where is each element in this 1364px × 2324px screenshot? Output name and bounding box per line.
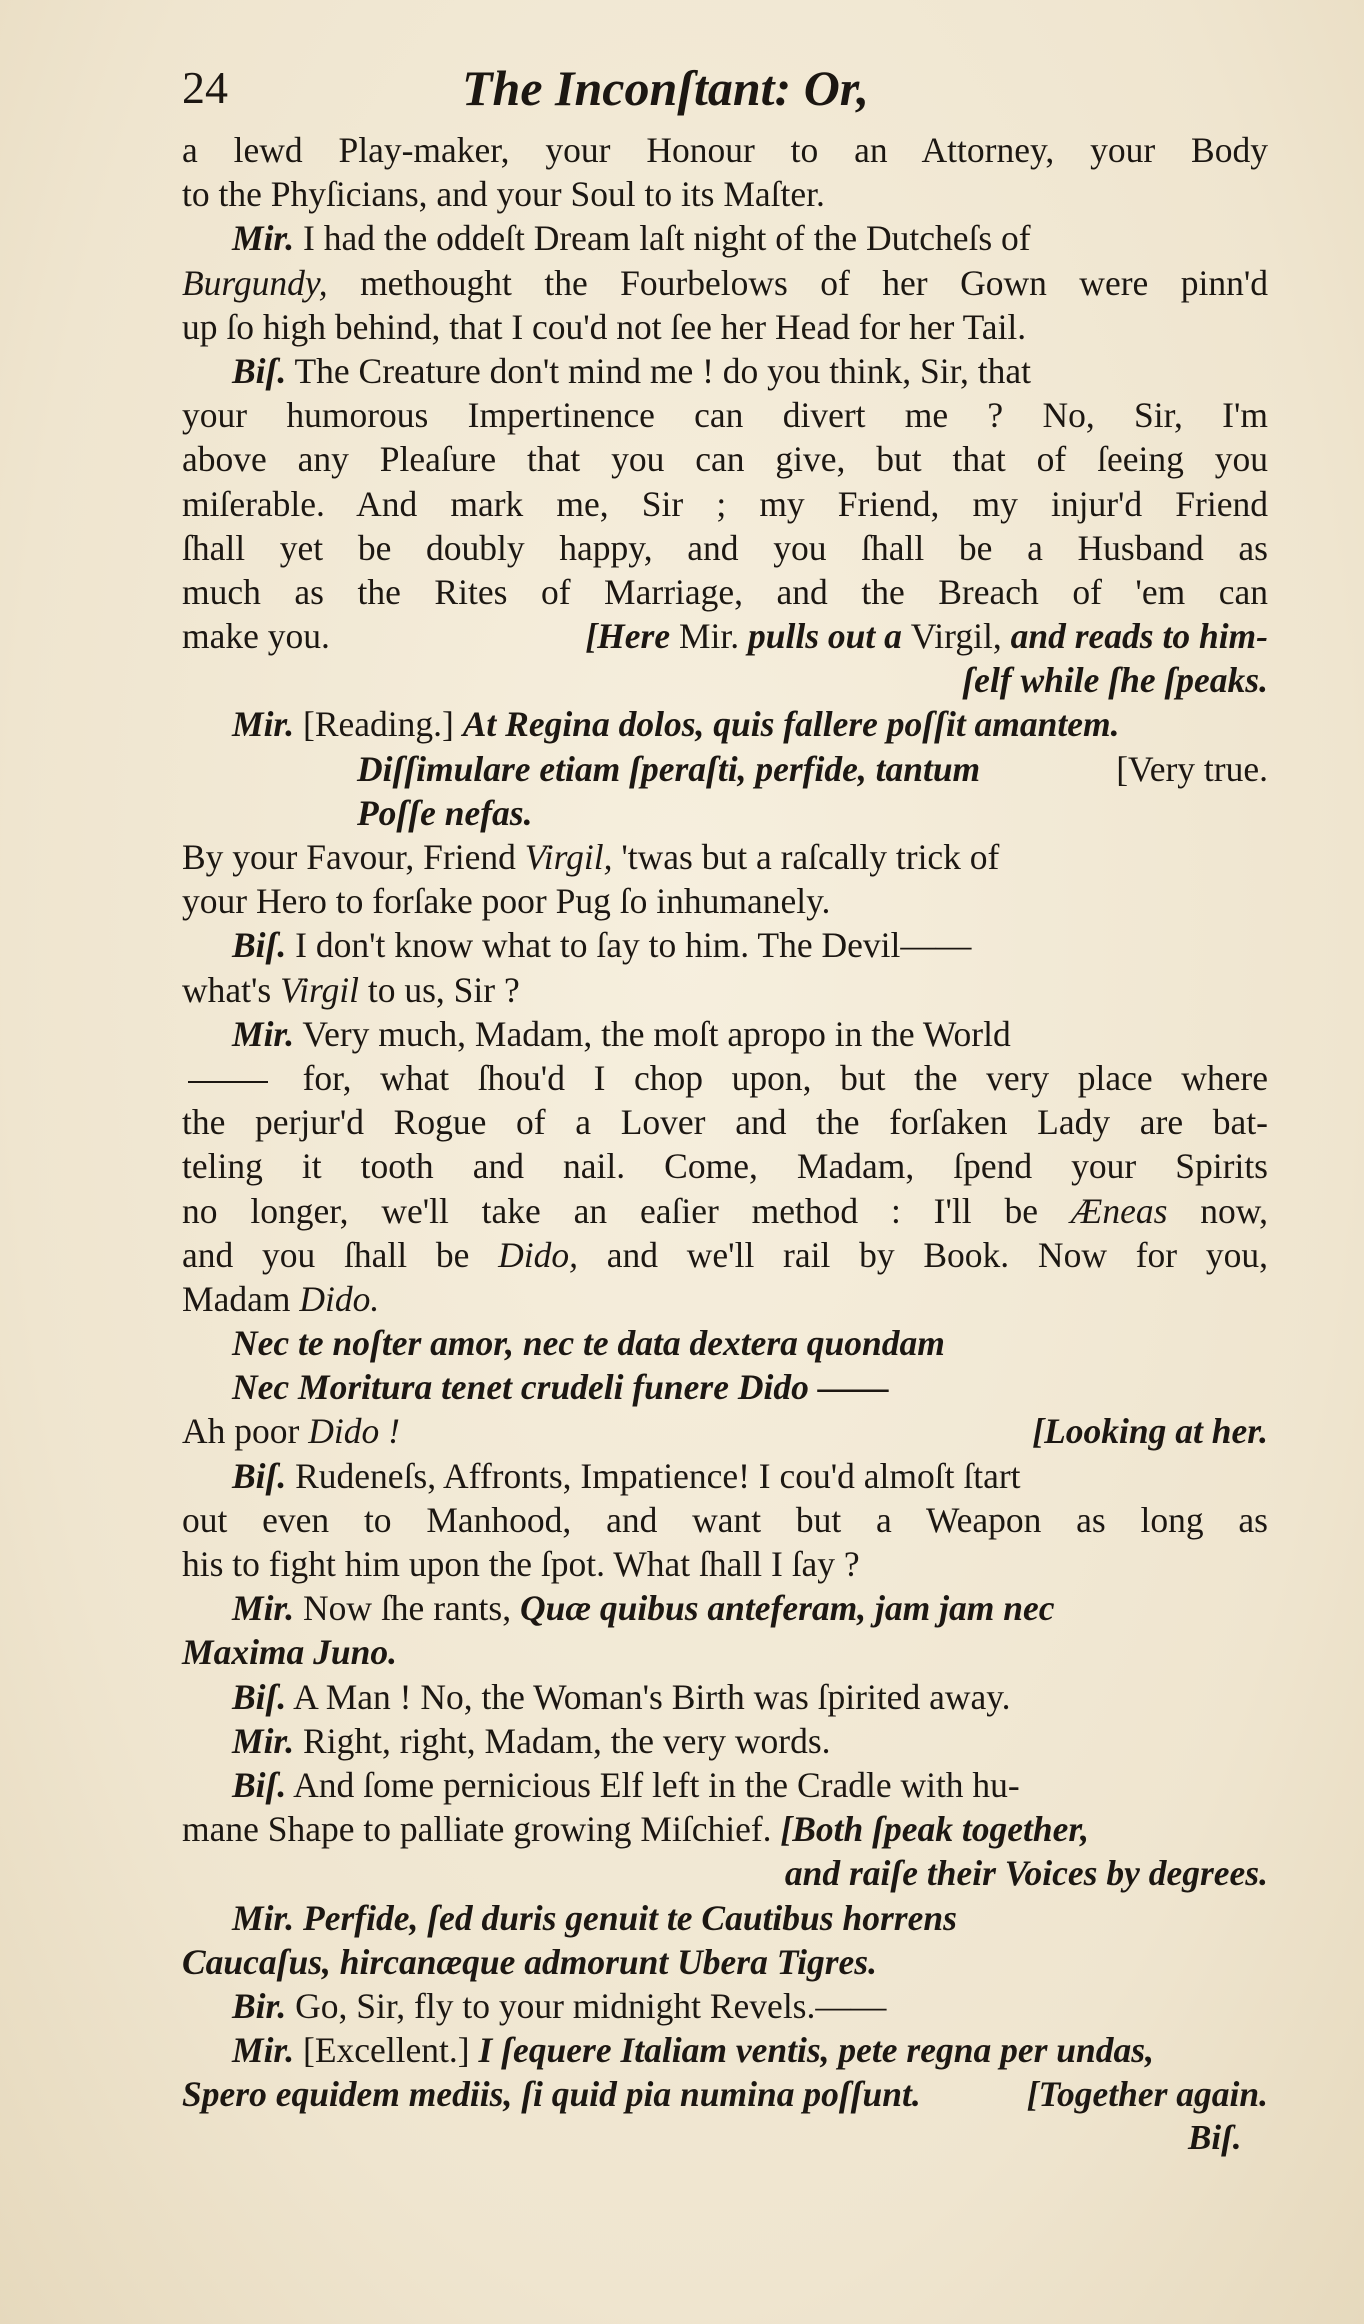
italic-name: Burgundy, xyxy=(182,262,328,303)
text-line xyxy=(182,1189,1268,1233)
text-line xyxy=(182,702,1268,746)
text-run: out even to Manhood, and want but a Weapon as long as xyxy=(182,1499,1268,1540)
text-line xyxy=(182,1586,1268,1630)
latin-quote: I ſequere Italiam ventis, pete regna per undas, xyxy=(478,2030,1154,2071)
text-line xyxy=(182,1321,1268,1365)
speech-text: I don't know what to ſay to him. The Devil—— xyxy=(286,925,972,966)
stage-direction: and raiſe their Voices by degrees. xyxy=(784,1853,1268,1894)
stage-direction-text: pulls out a xyxy=(739,616,911,657)
latin-quote: Maxima Juno. xyxy=(182,1632,398,1673)
text-line xyxy=(182,437,1268,481)
italic-name: Dido. xyxy=(299,1278,380,1319)
text-line xyxy=(182,1144,1268,1188)
italic-name: Dido, xyxy=(498,1234,579,1275)
latin-quote: Nec Moritura tenet crudeli funere Dido —— xyxy=(232,1367,889,1408)
text-line xyxy=(182,747,1268,791)
text-run: to the Phyſicians, and your Soul to its Maſter. xyxy=(182,174,825,215)
text-run: make you. xyxy=(182,616,330,657)
stage-direction: [Both ſpeak together, xyxy=(780,1809,1090,1850)
speech-text: I had the oddeſt Dream laſt night of the Dutcheſs of xyxy=(294,218,1031,259)
speech-text: Very much, Madam, the moſt apropo in the World xyxy=(294,1013,1011,1054)
text-line xyxy=(182,1851,1268,1895)
text-run: what's xyxy=(182,969,281,1010)
stage-direction: ſelf while ſhe ſpeaks. xyxy=(962,660,1268,701)
text-run: above any Pleaſure that you can give, but that of ſeeing you xyxy=(182,439,1268,480)
catchword: Biſ. xyxy=(1188,2118,1242,2157)
text-run: up ſo high behind, that I cou'd not ſee her Head for her Tail. xyxy=(182,306,1027,347)
em-dash-rule xyxy=(188,1081,268,1083)
text-line xyxy=(182,1675,1268,1719)
text-run: your Hero to forſake poor Pug ſo inhumanely. xyxy=(182,881,831,922)
speech-text: A Man ! No, the Woman's Birth was ſpirited away. xyxy=(286,1676,1011,1717)
text-line xyxy=(182,393,1268,437)
text-line xyxy=(182,1719,1268,1763)
text-line xyxy=(182,1012,1268,1056)
stage-direction: [Looking at her. xyxy=(1032,1411,1268,1452)
text-run: much as the Rites of Marriage, and the Breach of 'em can xyxy=(182,571,1268,612)
text-line xyxy=(182,1056,1268,1100)
speech-text: And ſome pernicious Elf left in the Cradle with hu- xyxy=(286,1764,1020,1805)
latin-quote: Perfide, ſed duris genuit te Cautibus horrens xyxy=(294,1897,957,1938)
speaker-name: Mir. xyxy=(232,1720,295,1761)
text-line xyxy=(182,1896,1268,1940)
italic-name: Virgil, xyxy=(524,837,613,877)
text-line xyxy=(182,1365,1268,1409)
text-run: a lewd Play-maker, your Honour to an Attorney, your Body xyxy=(182,130,1268,170)
latin-quote: Quæ quibus anteferam, jam jam nec xyxy=(519,1588,1055,1629)
text-line xyxy=(182,349,1268,393)
text-line xyxy=(182,1940,1268,1984)
text-line xyxy=(182,305,1268,349)
text-run: the perjur'd Rogue of a Lover and the forſaken Lady are bat- xyxy=(182,1102,1268,1143)
text-line xyxy=(182,1763,1268,1807)
italic-name: Æneas xyxy=(1070,1190,1168,1231)
text-run: for, what ſhou'd I chop upon, but the very place where xyxy=(274,1057,1268,1098)
text-line xyxy=(182,1233,1268,1277)
speaker-name: Mir. xyxy=(232,704,295,745)
text-run: to us, Sir ? xyxy=(358,969,520,1010)
speaker-name: Mir. xyxy=(232,1013,295,1054)
page-number: 24 xyxy=(182,62,228,113)
text-line xyxy=(182,2028,1268,2072)
running-title: The Inconſtant: Or, xyxy=(462,60,870,116)
latin-quote: At Regina dolos, quis fallere poſſit amantem. xyxy=(462,704,1120,745)
text-line xyxy=(182,1100,1268,1144)
text-line xyxy=(182,172,1268,216)
stage-direction xyxy=(585,614,1268,658)
italic-name: Dido ! xyxy=(308,1411,400,1452)
text-line xyxy=(182,570,1268,614)
text-line xyxy=(182,835,1268,879)
speech-text: The Creature don't mind me ! do you think, Sir, that xyxy=(286,350,1032,391)
text-run: Madam xyxy=(182,1278,300,1319)
speaker-name: Biſ. xyxy=(232,1764,287,1805)
speech-text: Rudeneſs, Affronts, Impatience! I cou'd almoſt ſtart xyxy=(286,1455,1021,1496)
speech-text xyxy=(182,1409,400,1453)
aside-text: [Very true. xyxy=(1116,748,1268,789)
text-line xyxy=(182,614,1268,658)
text-line xyxy=(182,1542,1268,1586)
speaker-name: Biſ. xyxy=(232,1455,287,1496)
text-line xyxy=(182,1984,1268,2028)
latin-quote: Spero equidem mediis, ſi quid pia numina poſſunt. xyxy=(182,2074,921,2115)
text-run: miſerable. And mark me, Sir ; my Friend, my injur'd Friend xyxy=(182,483,1268,524)
speech-text: Right, right, Madam, the very words. xyxy=(294,1720,831,1761)
text-line xyxy=(182,1409,1268,1453)
speaker-name: Biſ. xyxy=(232,1676,287,1717)
speaker-name: Mir. xyxy=(232,1897,295,1938)
text-line xyxy=(182,923,1268,967)
text-line xyxy=(182,1630,1268,1674)
stage-direction-text: and reads to him- xyxy=(1001,616,1268,657)
text-line xyxy=(182,968,1268,1012)
text-line xyxy=(182,1498,1268,1542)
text-run: now, xyxy=(1167,1190,1268,1231)
text-run: ſhall yet be doubly happy, and you ſhall be a Husband as xyxy=(182,527,1268,568)
stage-direction-text: [Here xyxy=(585,616,679,657)
text-run: no longer, we'll take an eaſier method : I'll be xyxy=(182,1190,1071,1231)
text-line xyxy=(182,482,1268,526)
latin-quote: Nec te noſter amor, nec te data dextera quondam xyxy=(232,1323,945,1364)
italic-name: Virgil xyxy=(280,969,359,1010)
book-name: Virgil, xyxy=(910,616,1002,657)
speaker-name: Mir. xyxy=(232,1588,295,1629)
text-line xyxy=(182,216,1268,260)
text-run: methought the Fourbelows of her Gown were pinn'd xyxy=(327,262,1268,303)
text-line xyxy=(182,658,1268,702)
speech-text: Now ſhe rants, xyxy=(294,1588,520,1629)
stage-direction: [Together again. xyxy=(1026,2074,1268,2115)
text-line xyxy=(182,1454,1268,1498)
speech-text: [Excellent.] xyxy=(294,2030,479,2071)
text-run: his to fight him upon the ſpot. What ſhall I ſay ? xyxy=(182,1544,860,1584)
latin-quote: Diſſimulare etiam ſperaſti, perfide, tantum xyxy=(357,748,981,789)
text-line xyxy=(182,261,1268,305)
page-body xyxy=(182,128,1268,2116)
text-run: teling it tooth and nail. Come, Madam, ſpend your Spirits xyxy=(182,1146,1268,1187)
page-header xyxy=(182,52,1282,124)
text-run: By your Favour, Friend xyxy=(182,837,525,877)
latin-quote: Poſſe nefas. xyxy=(357,792,533,833)
text-run: mane Shape to palliate growing Miſchief. xyxy=(182,1809,781,1850)
text-run: and we'll rail by Book. Now for you, xyxy=(578,1234,1268,1275)
text-run: 'twas but a raſcally trick of xyxy=(612,837,1000,877)
latin-quote: Caucaſus, hircanæque admorunt Ubera Tigres. xyxy=(182,1941,877,1982)
text-line xyxy=(182,2072,1268,2116)
text-line xyxy=(182,128,1268,172)
text-line xyxy=(182,1277,1268,1321)
speaker-name: Biſ. xyxy=(232,350,287,391)
text-line xyxy=(182,526,1268,570)
speaker-abbrev: Mir. xyxy=(678,616,740,657)
text-line xyxy=(182,1807,1268,1851)
speaker-name: Mir. xyxy=(232,2030,295,2071)
speech-text: Go, Sir, fly to your midnight Revels.—— xyxy=(286,1985,887,2026)
text-run: your humorous Impertinence can divert me ? No, Sir, I'm xyxy=(182,395,1268,436)
text-line xyxy=(182,879,1268,923)
speaker-name: Bir. xyxy=(232,1985,287,2026)
speaker-name: Biſ. xyxy=(232,925,287,966)
text-run: and you ſhall be xyxy=(182,1234,499,1275)
speech-text: [Reading.] xyxy=(294,704,463,745)
speaker-name: Mir. xyxy=(232,218,295,259)
text-run: Ah poor xyxy=(182,1411,309,1452)
text-line xyxy=(182,791,1268,835)
